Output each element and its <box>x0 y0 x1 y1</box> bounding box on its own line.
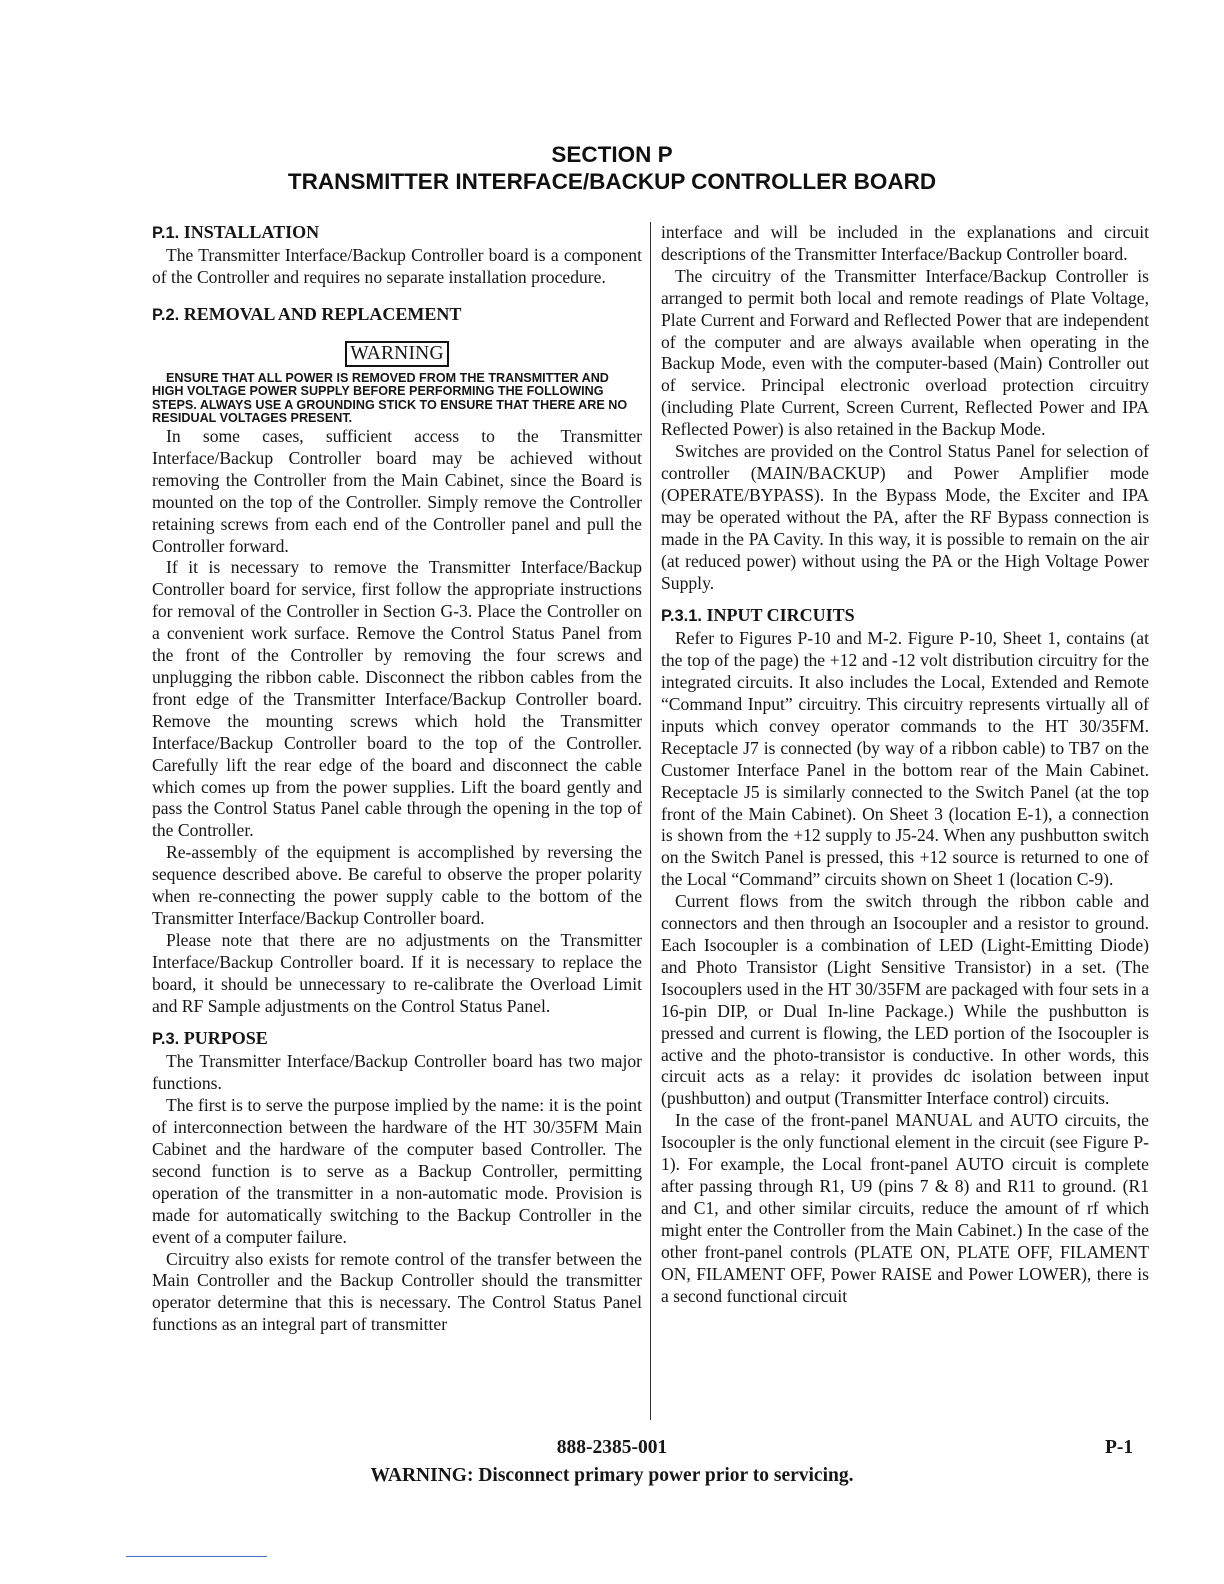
heading-input-circuits <box>661 605 1149 628</box>
paragraph-input-2: Current flows from the switch through the ribbon cable and connectors and then through an Isocoupler and a resistor to ground. Each Isocoupler is a combination of LED (Light-Emitting Diode) and Photo Transistor (Light Sensitive Transistor) in a set. (The Isocouplers used in the HT 30/35FM are packaged with four sets in a 16-pin DIP, or Dual In-line Package.) While the pushbutton is pressed and current is flowing, the LED portion of the Isocoupler is active and the photo-transistor is conductive. In other words, this circuit acts as a relay: it provides dc isolation between input (pushbutton) and output (Transmitter Interface control) circuits. <box>661 891 1149 1109</box>
heading-title: PURPOSE <box>183 1028 268 1049</box>
paragraph-purpose-3: Circuitry also exists for remote control of the transfer between the Main Controller and the Backup Controller should the transmitter operator determine that this is necessary. The Control Status Panel functions as an integral part of transmitter <box>152 1248 642 1335</box>
paragraph-purpose-4: The circuitry of the Transmitter Interface/Backup Controller is arranged to permit both local and remote readings of Plate Voltage, Plate Current and Forward and Reflected Power that are independent of the computer and are always available when operating in the Backup Mode, even with the computer-based (Main) Controller out of service. Principal electronic overload protection circuitry (including Plate Current, Screen Current, Reflected Power and IPA Reflected Power) is also retained in the Backup Mode. <box>661 265 1149 440</box>
paragraph-input-1: Refer to Figures P-10 and M-2. Figure P-10, Sheet 1, contains (at the top of the page) the +12 and -12 volt distribution circuitry for the integrated circuits. It also includes the Local, Extended and Remote “Command Input” circuitry. This circuitry represents virtually all of inputs which convey operator commands to the HT 30/35FM. Receptacle J7 is connected (by way of a ribbon cable) to TB7 on the Customer Interface Panel in the bottom rear of the Main Cabinet. Receptacle J5 is similarly connected to the Switch Panel (at the top front of the Main Cabinet). On Sheet 3 (location E-1), a connection is shown from the +12 supply to J5-24. When any pushbutton switch on the Switch Panel is pressed, this +12 source is returned to one of the Local “Command” circuits shown on Sheet 1 (location C-9). <box>661 628 1149 890</box>
section-label: SECTION P <box>551 142 673 167</box>
warning-text: ENSURE THAT ALL POWER IS REMOVED FROM THE TRANSMITTER AND HIGH VOLTAGE POWER SUPPLY BEFORE PERFORMING THE FOLLOWING STEPS. ALWAYS USE A GROUNDING STICK TO ENSURE THAT THERE ARE NO RESIDUAL VOLTAGES PRESENT. <box>152 370 628 426</box>
paragraph-removal-2: If it is necessary to remove the Transmitter Interface/Backup Controller board for service, first follow the appropriate instructions for removal of the Controller in Section G-3. Place the Controller on a convenient work surface. Remove the Control Status Panel from the front of the Controller by removing the four screws and unplugging the ribbon cable. Disconnect the ribbon cables from the front edge of the Transmitter Interface/Backup Controller board. Remove the mounting screws which hold the Transmitter Interface/Backup Controller board to the top of the Controller. Carefully lift the rear edge of the board and disconnect the cable which comes up from the power supplies. Lift the board gently and pass the Control Status Panel cable through the opening in the top of the Controller. <box>152 557 642 841</box>
heading-title: REMOVAL AND REPLACEMENT <box>183 303 462 324</box>
paragraph-purpose-2: The first is to serve the purpose implied by the name: it is the point of interconnection between the hardware of the HT 30/35FM Main Cabinet and the hardware of the computer based Controller. The second function is to serve as a Backup Controller, permitting operation of the transmitter in a non-automatic mode. Provision is made for automatically switching to the Backup Controller in the event of a computer failure. <box>152 1095 642 1247</box>
heading-title: INSTALLATION <box>183 222 320 242</box>
footer-warning: WARNING: Disconnect primary power prior to servicing. <box>370 1465 854 1486</box>
heading-number: P.1. <box>152 224 180 242</box>
page-number: P-1 <box>1105 1437 1134 1458</box>
left-column <box>152 222 642 1336</box>
heading-title: INPUT CIRCUITS <box>706 605 855 626</box>
heading-number: P.3.1. <box>661 607 702 626</box>
paragraph-removal-4: Please note that there are no adjustments on the Transmitter Interface/Backup Controller board. If it is necessary to replace the board, it should be unnecessary to re-calibrate the Overload Limit and RF Sample adjustments on the Control Status Panel. <box>152 929 642 1016</box>
heading-number: P.3. <box>152 1030 180 1049</box>
paragraph-installation: The Transmitter Interface/Backup Controller board is a component of the Controller and requires no separate installation procedure. <box>152 244 642 287</box>
part-number: 888-2385-001 <box>556 1437 668 1458</box>
paragraph-input-3: In the case of the front-panel MANUAL and AUTO circuits, the Isocoupler is the only functional element in the circuit (see Figure P-1). For example, the Local front-panel AUTO circuit is complete after passing through R1, U9 (pins 7 & 8) and R11 to ground. (R1 and C1, and other similar circuits, reduce the amount of rf which might enter the Controller from the Main Cabinet.) In the case of the other front-panel controls (PLATE ON, PLATE OFF, FILAMENT ON, FILAMENT OFF, Power RAISE and Power LOWER), there is a second functional circuit <box>661 1110 1149 1306</box>
warning-label: WARNING <box>345 341 448 367</box>
heading-number: P.2. <box>152 305 180 324</box>
page-header <box>0 141 1224 195</box>
scan-artifact-line <box>126 1556 267 1557</box>
warning-label-wrap <box>152 341 642 367</box>
paragraph-continued: interface and will be included in the explanations and circuit descriptions of the Transmitter Interface/Backup Controller board. <box>661 222 1149 264</box>
paragraph-removal-1: In some cases, sufficient access to the Transmitter Interface/Backup Controller board may be achieved without removing the Controller from the Main Cabinet, since the Board is mounted on the top of the Controller. Simply remove the Controller retaining screws from each end of the Controller panel and pull the Controller forward. <box>152 426 642 556</box>
heading-removal <box>152 304 642 327</box>
heading-purpose <box>152 1028 642 1051</box>
paragraph-purpose-1: The Transmitter Interface/Backup Controller board has two major functions. <box>152 1051 642 1094</box>
heading-installation <box>152 222 642 245</box>
paragraph-removal-3: Re-assembly of the equipment is accomplished by reversing the sequence described above. Be careful to observe the proper polarity when re-connecting the power supply cable to the bottom of the Transmitter Interface/Backup Controller board. <box>152 842 642 928</box>
right-column <box>661 222 1149 1307</box>
section-title: TRANSMITTER INTERFACE/BACKUP CONTROLLER BOARD <box>287 169 937 194</box>
paragraph-purpose-5: Switches are provided on the Control Status Panel for selection of controller (MAIN/BACKUP) and Power Amplifier mode (OPERATE/BYPASS). In the Bypass Mode, the Exciter and IPA may be operated without the PA, after the RF Bypass connection is made in the PA Cavity. In this way, it is possible to remain on the air (at reduced power) without using the PA or the High Voltage Power Supply. <box>661 441 1149 593</box>
column-divider <box>650 222 651 1420</box>
